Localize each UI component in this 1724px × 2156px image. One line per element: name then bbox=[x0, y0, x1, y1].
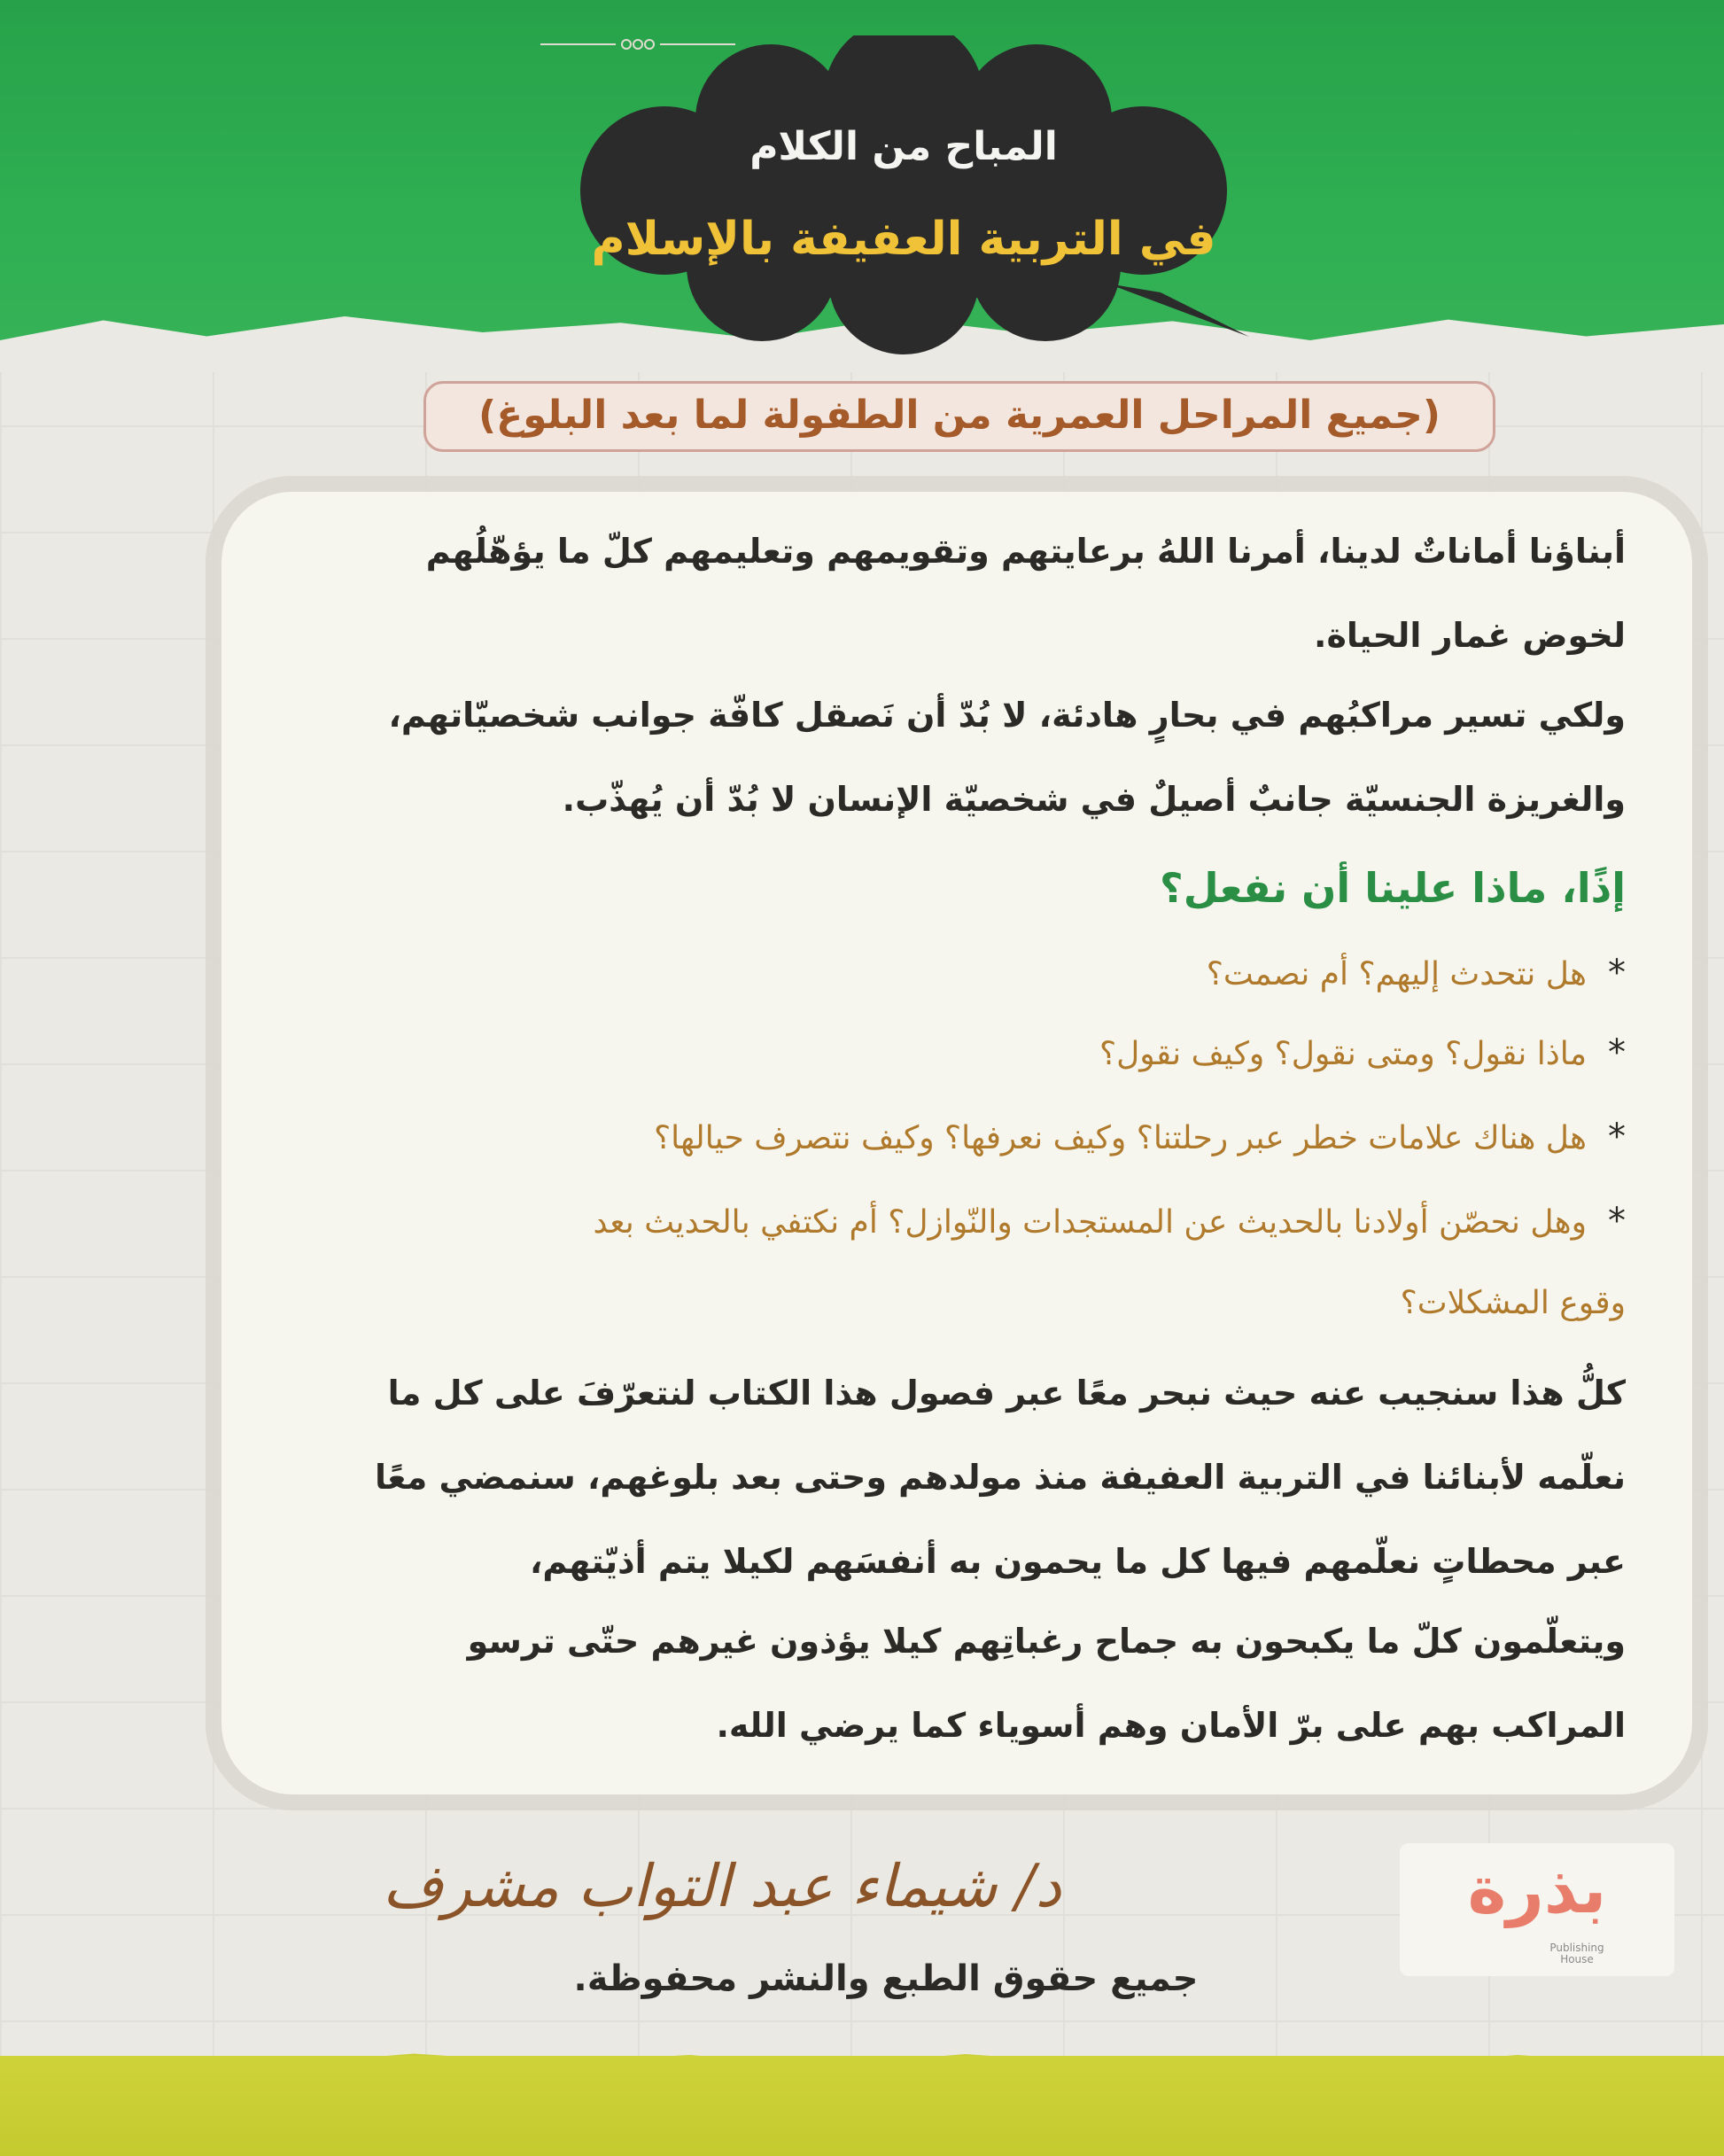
question-text: وهل نحصّن أولادنا بالحديث عن المستجدات والنّوازل؟ أم نكتفي بالحديث بعد bbox=[593, 1204, 1587, 1241]
closing-line-5: المراكب بهم على برّ الأمان وهم أسوياء كما يرضي الله. bbox=[716, 1706, 1626, 1745]
question-text: هل نتحدث إليهم؟ أم نصمت؟ bbox=[1206, 956, 1587, 992]
intro-line-1: أبناؤنا أماناتٌ لدينا، أمرنا اللهُ برعايتهم وتقويمهم وتعليمهم كلّ ما يؤهّلُهم bbox=[425, 532, 1626, 571]
question-text: ماذا نقول؟ ومتى نقول؟ وكيف نقول؟ bbox=[1099, 1036, 1587, 1072]
star-bullet-icon: * bbox=[1608, 1201, 1626, 1241]
closing-line-2: نعلّمه لأبنائنا في التربية العفيفة منذ مولدهم وحتى بعد بلوغهم، سنمضي معًا bbox=[375, 1458, 1626, 1497]
yellow-bottom-band bbox=[0, 2056, 1724, 2156]
intro-line-4: والغريزة الجنسيّة جانبٌ أصيلٌ في شخصيّة الإنسان لا بُدّ أن يُهذّب. bbox=[562, 780, 1626, 819]
publisher-logo-text: بذرة bbox=[1467, 1852, 1607, 1928]
closing-line-3: عبر محطاتٍ نعلّمهم فيها كل ما يحمون به أنفسَهم لكيلا يتم أذيّتهم، bbox=[529, 1542, 1626, 1581]
star-bullet-icon: * bbox=[1608, 953, 1626, 993]
series-title: المباح من الكلام bbox=[749, 124, 1058, 169]
question-item bbox=[257, 1117, 1626, 1157]
copyright-notice: جميع حقوق الطبع والنشر محفوظة. bbox=[573, 1958, 1199, 1999]
intro-line-3: ولكي تسير مراكبُهم في بحارٍ هادئة، لا بُدّ أن نَصقل كافّة جوانب شخصيّاتهم، bbox=[388, 696, 1626, 735]
publisher-logo bbox=[1400, 1843, 1674, 1976]
publisher-logo-caption: Publishing House bbox=[1549, 1942, 1604, 1965]
cloud-title-badge bbox=[540, 35, 1267, 363]
question-item bbox=[257, 1201, 1626, 1241]
book-title: في التربية العفيفة بالإسلام bbox=[591, 213, 1216, 266]
question-continuation: وقوع المشكلات؟ bbox=[1400, 1285, 1626, 1321]
closing-line-4: ويتعلّمون كلّ ما يكبحون به جماح رغباتِهم كيلا يؤذون غيرهم حتّى ترسو bbox=[467, 1622, 1626, 1661]
author-signature: د/ شيماء عبد التواب مشرف bbox=[383, 1852, 1061, 1920]
intro-line-2: لخوض غمار الحياة. bbox=[1314, 616, 1626, 655]
question-heading: إذًا، ماذا علينا أن نفعل؟ bbox=[1160, 864, 1626, 912]
subtitle-pill: (جميع المراحل العمرية من الطفولة لما بعد البلوغ) bbox=[423, 381, 1495, 452]
cloud-shape bbox=[540, 35, 1267, 363]
star-bullet-icon: * bbox=[1608, 1117, 1626, 1157]
ornament-divider bbox=[540, 35, 735, 53]
question-item bbox=[257, 1032, 1626, 1073]
closing-line-1: كلُّ هذا سنجيب عنه حيث نبحر معًا عبر فصول هذا الكتاب لنتعرّفَ على كل ما bbox=[387, 1374, 1626, 1413]
question-item bbox=[257, 953, 1626, 993]
question-text: هل هناك علامات خطر عبر رحلتنا؟ وكيف نعرفها؟ وكيف نتصرف حيالها؟ bbox=[654, 1120, 1587, 1156]
star-bullet-icon: * bbox=[1608, 1032, 1626, 1073]
